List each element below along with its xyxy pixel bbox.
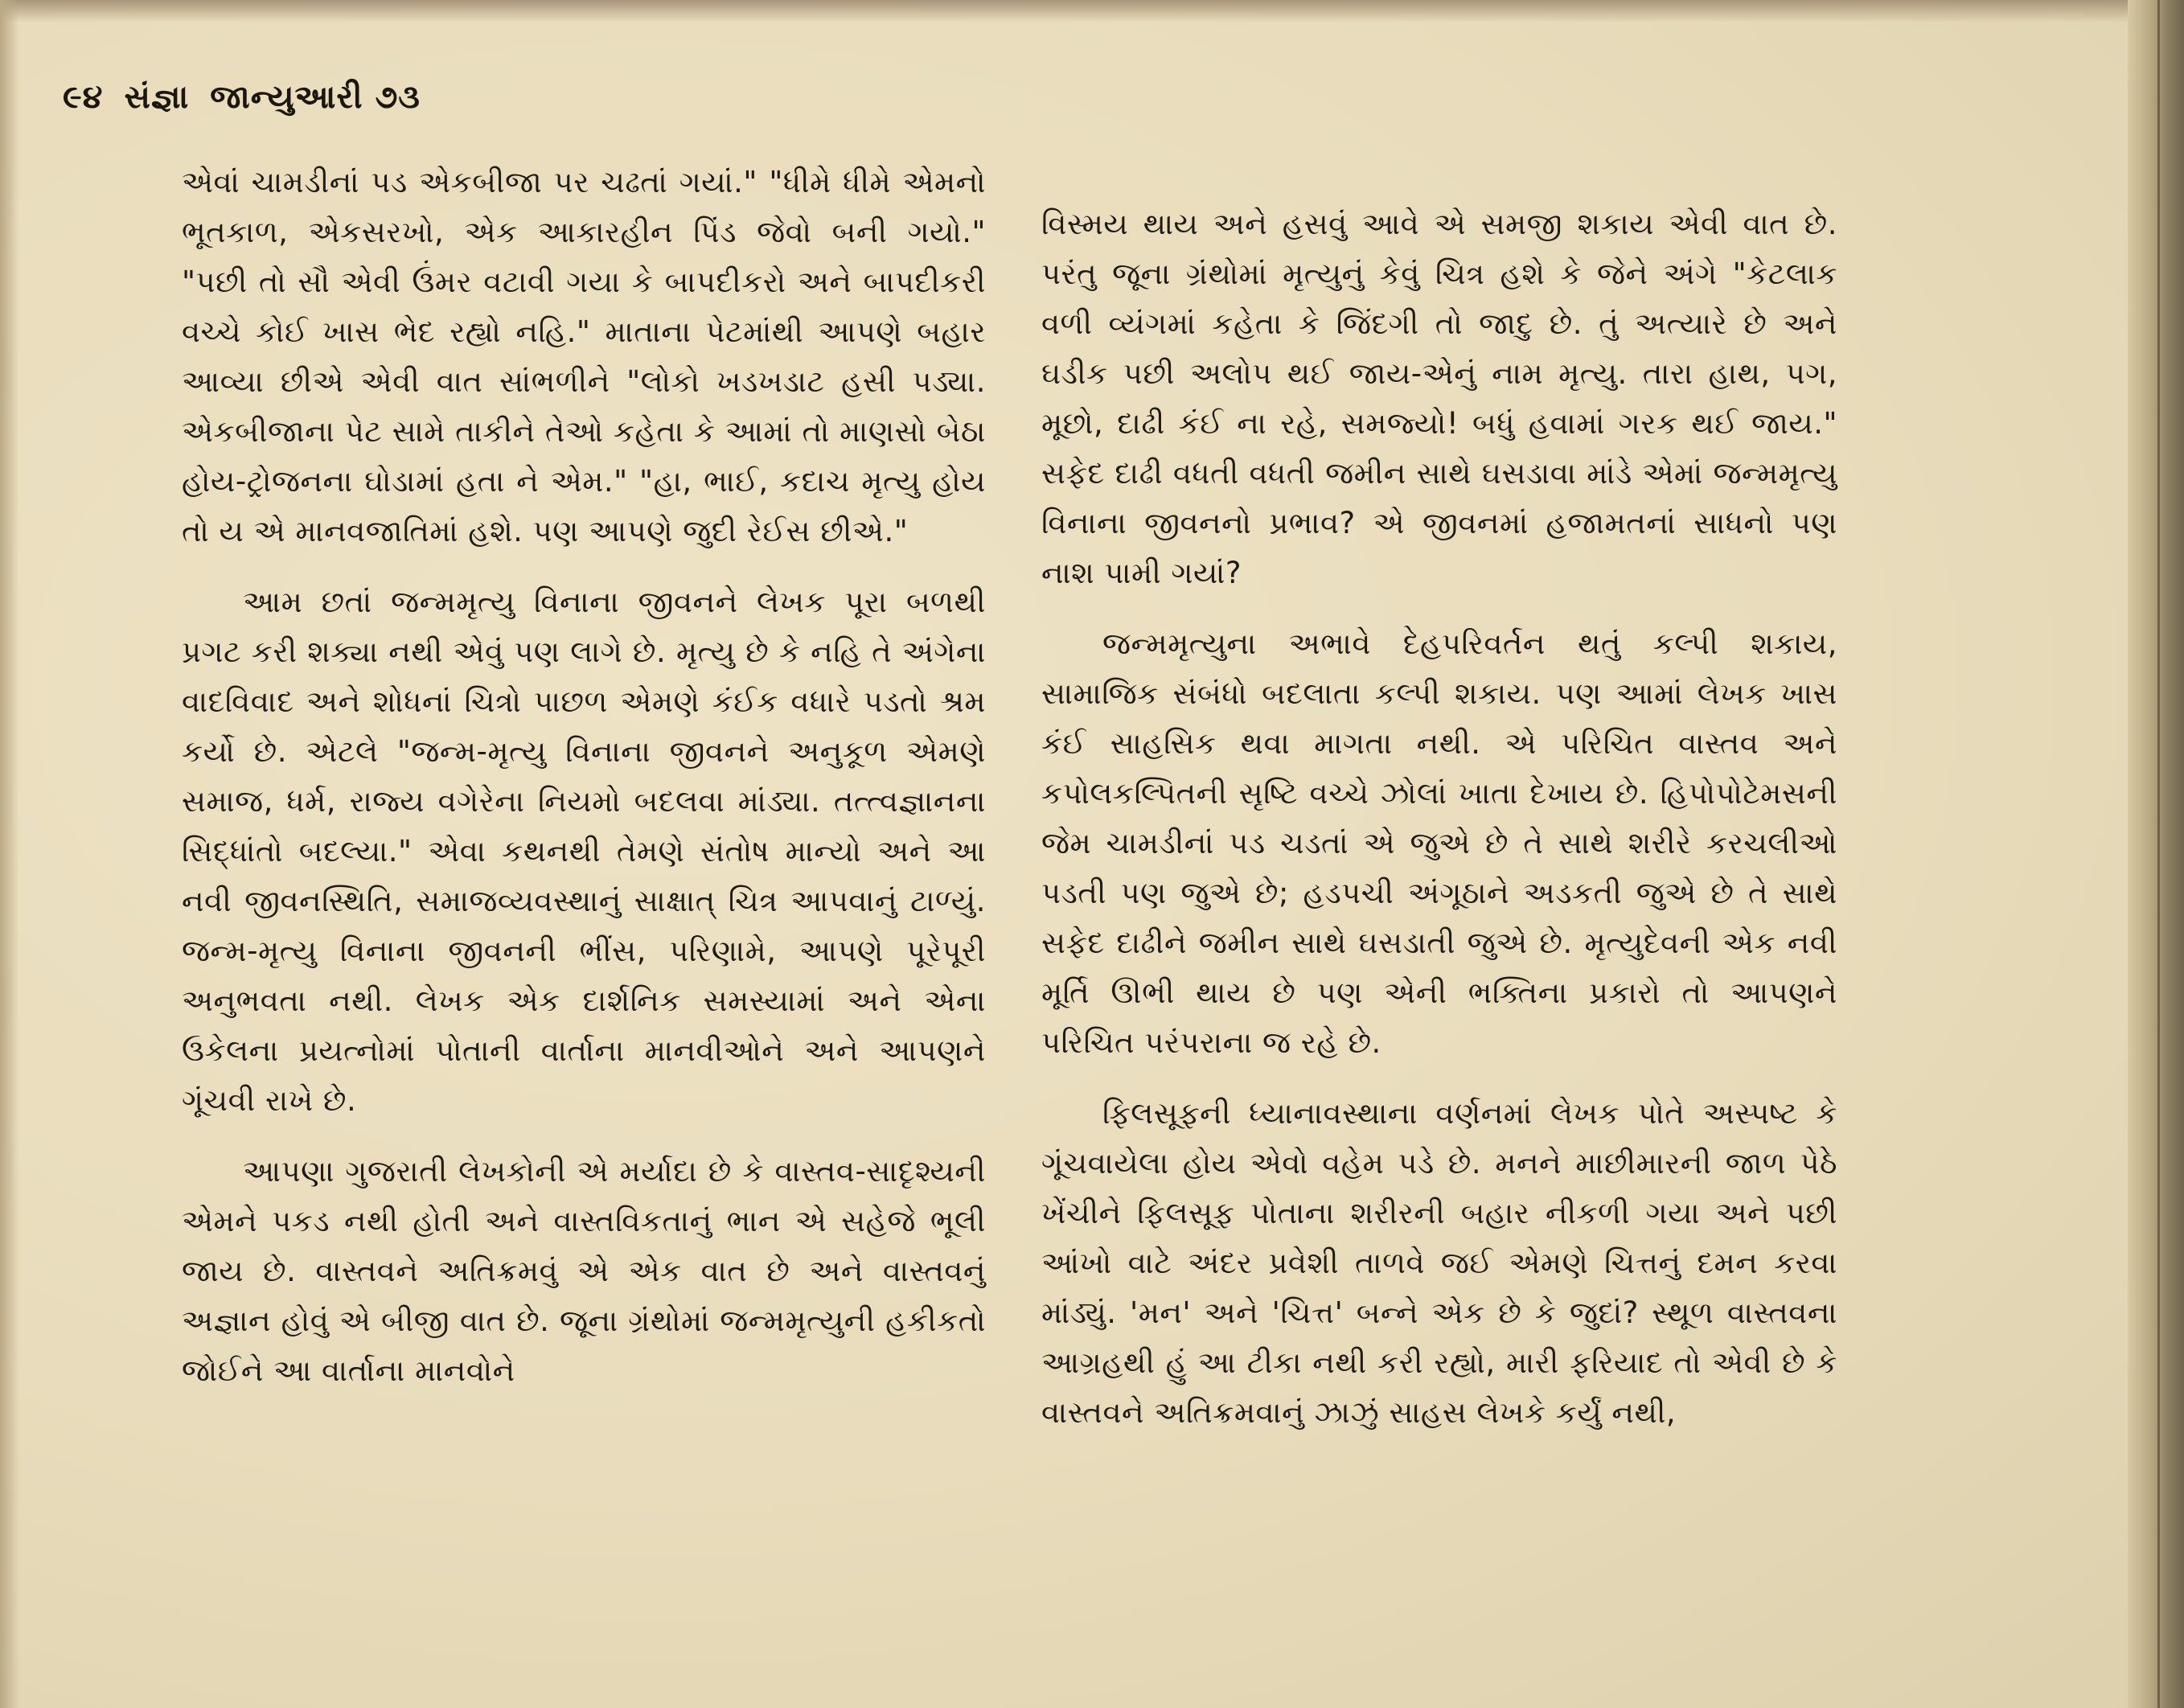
- paragraph: આપણા ગુજરાતી લેખકોની એ મર્યાદા છે કે વાસ્તવ-સાદૃશ્યની એમને પકડ નથી હોતી અને વાસ્તવિકતાનું ભાન એ સહેજે ભૂલી જાય છે. વાસ્તવને અતિક્રમવું એ એક વાત છે અને વાસ્તવનું અજ્ઞાન હોવું એ બીજી વાત છે. જૂના ગ્રંથોમાં જન્મમૃત્યુની હકીકતો જોઈને આ વાર્તાના માનવોને: [182, 1154, 986, 1388]
- paragraph: ફિલસૂફની ધ્યાનાવસ્થાના વર્ણનમાં લેખક પોતે અસ્પષ્ટ કે ગૂંચવાયેલા હોય એવો વહેમ પડે છે. મનને માછીમારની જાળ પેઠે ખેંચીને ફિલસૂફ પોતાના શરીરની બહાર નીકળી ગયા અને પછી આંખો વાટે અંદર પ્રવેશી તાળવે જઈ એમણે ચિત્તનું દમન કરવા માંડ્યું. 'મન' અને 'ચિત્ત' બન્ને એક છે કે જુદાં? સ્થૂળ વાસ્તવના આગ્રહથી હું આ ટીકા નથી કરી રહ્યો, મારી ફરિયાદ તો એવી છે કે વાસ્તવને અતિક્રમવાનું ઝાઝું સાહસ લેખકે કર્યું નથી,: [1041, 1096, 1837, 1430]
- running-header: [63, 71, 421, 122]
- paragraph: જન્મમૃત્યુના અભાવે દેહપરિવર્તન થતું કલ્પી શકાય, સામાજિક સંબંધો બદલાતા કલ્પી શકાય. પણ આમાં લેખક ખાસ કંઈ સાહસિક થવા માગતા નથી. એ પરિચિત વાસ્તવ અને કપોલકલ્પિતની સૃષ્ટિ વચ્ચે ઝોલાં ખાતા દેખાય છે. હિપોપોટેમસની જેમ ચામડીનાં પડ ચડતાં એ જુએ છે તે સાથે શરીરે કરચલીઓ પડતી પણ જુએ છે; હડપચી અંગૂઠાને અડકતી જુએ છે તે સાથે સફેદ દાઢીને જમીન સાથે ઘસડાતી જુએ છે. મૃત્યુદેવની એક નવી મૂર્તિ ઊભી થાય છે પણ એની ભક્તિના પ્રકારો તો આપણને પરિચિત પરંપરાના જ રહે છે.: [1041, 626, 1837, 1060]
- top-edge-shadow: [0, 0, 2184, 23]
- paragraph: એવાં ચામડીનાં પડ એકબીજા પર ચઢતાં ગયાં." "ધીમે ધીમે એમનો ભૂતકાળ, એકસરખો, એક આકારહીન પિંડ જેવો બની ગયો." "પછી તો સૌ એવી ઉંમર વટાવી ગયા કે બાપદીકરો અને બાપદીકરી વચ્ચે કોઈ ખાસ ભેદ રહ્યો નહિ." માતાના પેટમાંથી આપણે બહાર આવ્યા છીએ એવી વાત સાંભળીને "લોકો ખડખડાટ હસી પડ્યા. એકબીજાના પેટ સામે તાકીને તેઓ કહેતા કે આમાં તો માણસો બેઠા હોય-ટ્રોજનના ઘોડામાં હતા ને એમ." "હા, ભાઈ, કદાચ મૃત્યુ હોય તો ય એ માનવજાતિમાં હશે. પણ આપણે જુદી રેઈસ છીએ.": [182, 165, 986, 548]
- paragraph: વિસ્મય થાય અને હસવું આવે એ સમજી શકાય એવી વાત છે. પરંતુ જૂના ગ્રંથોમાં મૃત્યુનું કેવું ચિત્ર હશે કે જેને અંગે "કેટલાક વળી વ્યંગમાં કહેતા કે જિંદગી તો જાદુ છે. તું અત્યારે છે અને ઘડીક પછી અલોપ થઈ જાય-એનું નામ મૃત્યુ. તારા હાથ, પગ, મૂછો, દાઢી કંઈ ના રહે, સમજ્યો! બધું હવામાં ગરક થઈ જાય." સફેદ દાઢી વધતી વધતી જમીન સાથે ઘસડાવા માંડે એમાં જન્મમૃત્યુ વિનાના જીવનનો પ્રભાવ? એ જીવનમાં હજામતનાં સાધનો પણ નાશ પામી ગયાં?: [1041, 207, 1837, 590]
- journal-title: સંજ્ઞા: [124, 77, 190, 116]
- right-column: [1041, 199, 1837, 1438]
- left-column: [182, 158, 986, 1396]
- binding-line: [2157, 0, 2160, 1708]
- binding-edge: [2128, 0, 2184, 1708]
- issue-label: જાન્યુઆરી ૭૩: [210, 77, 421, 116]
- left-edge-shadow: [0, 0, 19, 1708]
- paragraph: આમ છતાં જન્મમૃત્યુ વિનાના જીવનને લેખક પૂરા બળથી પ્રગટ કરી શક્યા નથી એવું પણ લાગે છે. મૃત્યુ છે કે નહિ તે અંગેના વાદવિવાદ અને શોધનાં ચિત્રો પાછળ એમણે કંઈક વધારે પડતો શ્રમ કર્યો છે. એટલે "જન્મ-મૃત્યુ વિનાના જીવનને અનુકૂળ એમણે સમાજ, ધર્મ, રાજ્ય વગેરેના નિયમો બદલવા માંડ્યા. તત્ત્વજ્ઞાનના સિદ્ધાંતો બદલ્યા." એવા કથનથી તેમણે સંતોષ માન્યો અને આ નવી જીવનસ્થિતિ, સમાજવ્યવસ્થાનું સાક્ષાત્ ચિત્ર આપવાનું ટાળ્યું. જન્મ-મૃત્યુ વિનાના જીવનની ભીંસ, પરિણામે, આપણે પૂરેપૂરી અનુભવતા નથી. લેખક એક દાર્શનિક સમસ્યામાં અને એના ઉકેલના પ્રયત્નોમાં પોતાની વાર્તાના માનવીઓને અને આપણને ગૂંચવી રાખે છે.: [182, 585, 986, 1118]
- page-number: ૯૪: [63, 77, 104, 116]
